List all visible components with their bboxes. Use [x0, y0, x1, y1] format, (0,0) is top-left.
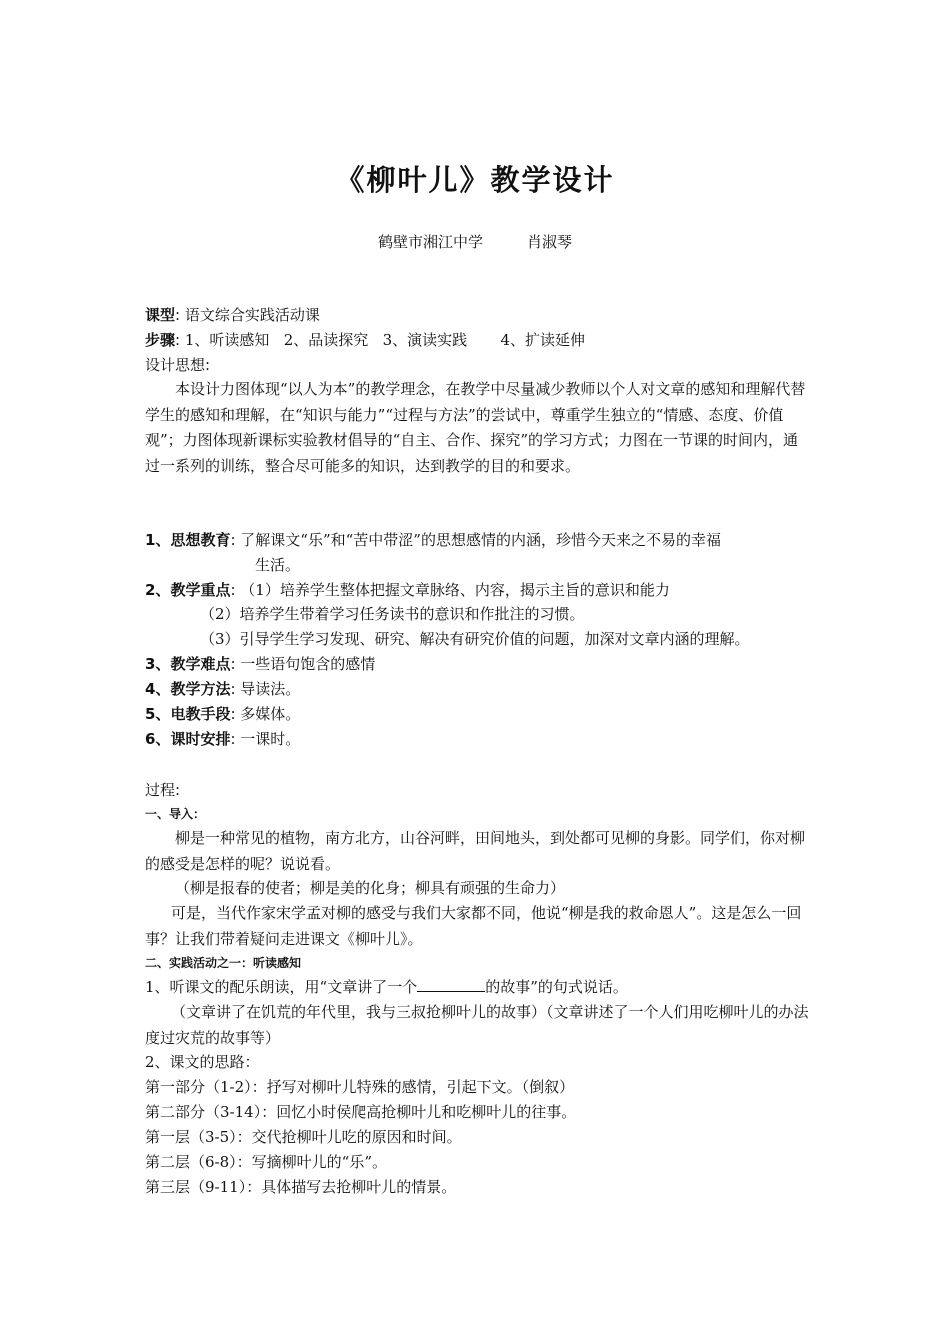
course-type-line: 课型: 语文综合实践活动课: [145, 306, 320, 324]
author-name: 肖淑琴: [527, 233, 573, 251]
course-type-label: 课型: [145, 306, 176, 324]
goal-2-line: 2、教学重点: （1）培养学生整体把握文章脉络、内容，揭示主旨的意识和能力: [145, 581, 670, 599]
goal-text: 一些语句饱含的感情: [240, 655, 376, 673]
intro-heading: 一、导入：: [145, 807, 206, 821]
process-label: 过程: [145, 781, 176, 799]
goal-1-line: 1、思想教育: 了解课文“乐”和“苦中带涩”的思想感情的内涵，珍惜今天来之不易的幸福: [145, 531, 721, 549]
outline-layer-2: 第二层（6-8）：写摘柳叶儿的“乐”。: [145, 1153, 387, 1171]
goal-number: 2、: [145, 581, 171, 599]
step-item: 2、品读探究: [283, 331, 369, 349]
step-2-line: 2、课文的思路：: [145, 1053, 260, 1071]
step-item: 1、听读感知: [184, 331, 270, 349]
goal-3-line: 3、教学难点: 一些语句饱含的感情: [145, 655, 376, 673]
goal-label: 课时安排: [170, 730, 231, 748]
goal-text: 一课时。: [240, 730, 301, 748]
course-type-value: 语文综合实践活动课: [184, 306, 320, 324]
goal-label: 教学方法: [170, 680, 231, 698]
outline-part-1: 第一部分（1-2）：抒写对柳叶儿特殊的感情，引起下文。（倒叙）: [145, 1078, 575, 1096]
design-idea-heading: 设计思想:: [145, 356, 211, 374]
outline-layer-3: 第三层（9-11）：具体描写去抢柳叶儿的情景。: [145, 1178, 457, 1196]
goal-6-line: 6、课时安排: 一课时。: [145, 730, 301, 748]
goal-4-line: 4、教学方法: 导读法。: [145, 680, 301, 698]
goal-number: 6、: [145, 730, 171, 748]
design-idea-paragraph: 本设计力图体现“以人为本”的教学理念，在教学中尽量减少教师以个人对文章的感知和理解代替学生的感知和理解，在“知识与能力”“过程与方法”的尝试中，尊重学生独立的“情感、态度、价值观”；力图体现新课标实验教材倡导的“自主、合作、探究”的学习方式；力图在一节课的时间内，通过一系列的训练，整合尽可能多的知识，达到教学的目的和要求。: [145, 380, 806, 475]
goal-number: 5、: [145, 705, 171, 723]
goal-2-item: （3）引导学生学习发现、研究、解决有研究价值的问题，加深对文章内涵的理解。: [200, 630, 750, 648]
step-1-answer: （文章讲了在饥荒的年代里，我与三叔抢柳叶儿的故事）（文章讲述了一个人们用吃柳叶儿的办法度过灾荒的故事等）: [145, 1003, 809, 1047]
activity-heading: 二、实践活动之一：听读感知: [145, 956, 302, 970]
steps-label: 步骤: [145, 331, 176, 349]
step-item: 3、演读实践: [382, 331, 468, 349]
goal-text: 了解课文“乐”和“苦中带涩”的思想感情的内涵，珍惜今天来之不易的幸福: [240, 531, 721, 549]
step-1-text: 的故事”的句式说话。: [485, 978, 628, 996]
steps-line: 步骤: 1、听读感知 2、品读探究 3、演读实践 4、扩读延伸: [145, 331, 586, 349]
goal-number: 3、: [145, 655, 171, 673]
goal-number: 1、: [145, 531, 171, 549]
outline-part-2: 第二部分（3-14）：回忆小时侯爬高抢柳叶儿和吃柳叶儿的往事。: [145, 1103, 577, 1121]
fill-in-blank: [417, 977, 485, 992]
intro-paragraph-2: （柳是报春的使者；柳是美的化身；柳具有顽强的生命力）: [175, 879, 566, 897]
goal-number: 4、: [145, 680, 171, 698]
goal-text: 多媒体。: [240, 705, 301, 723]
goal-label: 电教手段: [170, 705, 231, 723]
author-line: [0, 231, 950, 252]
step-1-text: 1、听课文的配乐朗读，用“文章讲了一个: [145, 978, 418, 996]
outline-layer-1: 第一层（3-5）：交代抢柳叶儿吃的原因和时间。: [145, 1128, 462, 1146]
goal-label: 教学重点: [170, 581, 231, 599]
goal-label: 思想教育: [170, 531, 231, 549]
author-school: 鹤壁市湘江中学: [377, 233, 483, 251]
intro-paragraph-1: 柳是一种常见的植物，南方北方，山谷河畔，田间地头，到处都可见柳的身影。同学们，你对柳的感受是怎样的呢？说说看。: [145, 829, 806, 873]
goal-text: （1）培养学生整体把握文章脉络、内容，揭示主旨的意识和能力: [240, 581, 670, 599]
document-title: 《柳叶儿》教学设计: [335, 163, 615, 197]
step-item: 4、扩读延伸: [500, 331, 586, 349]
goal-2-item: （2）培养学生带着学习任务读书的意识和作批注的习惯。: [200, 605, 585, 623]
intro-paragraph-3: 可是，当代作家宋学孟对柳的感受与我们大家都不同，他说“柳是我的救命恩人”。这是怎么一回事？让我们带着疑问走进课文《柳叶儿》。: [145, 904, 802, 948]
step-1-line: [145, 975, 810, 1000]
process-heading: 过程:: [145, 781, 181, 799]
goal-text: 导读法。: [240, 680, 301, 698]
design-idea-label: 设计思想: [145, 356, 206, 374]
goal-1-continuation: 生活。: [255, 556, 301, 574]
goal-label: 教学难点: [170, 655, 231, 673]
goal-5-line: 5、电教手段: 多媒体。: [145, 705, 301, 723]
